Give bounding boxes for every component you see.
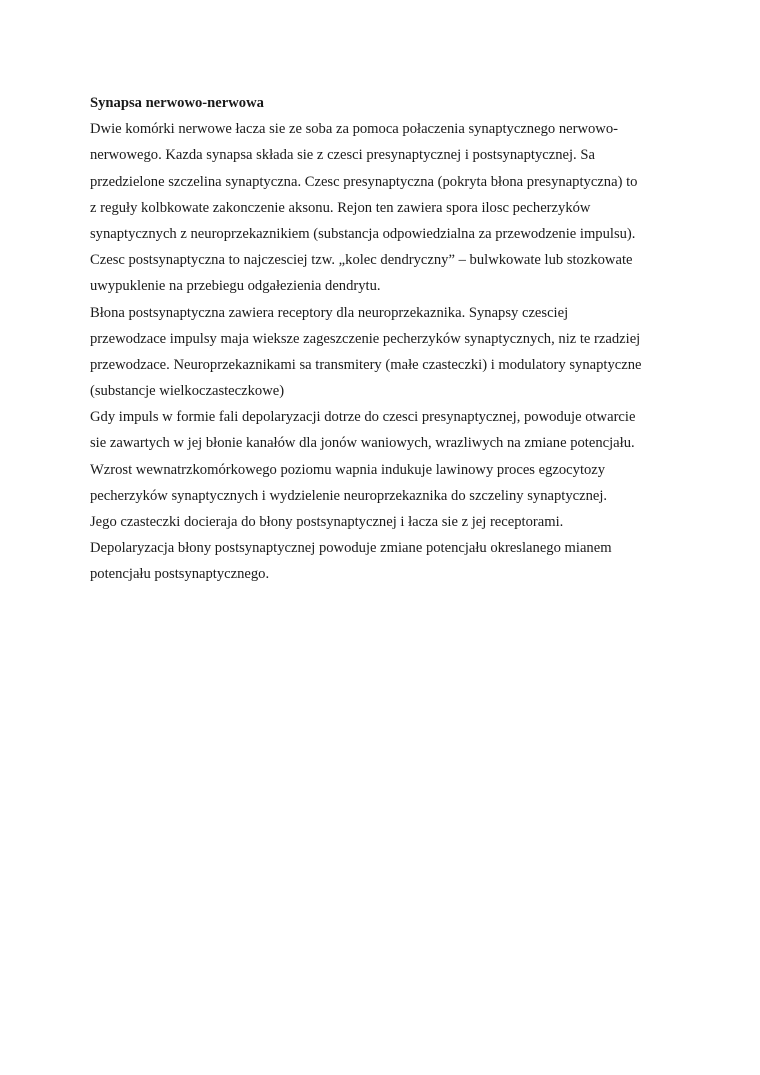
text-line: Wzrost wewnatrzkomórkowego poziomu wapnia indukuje lawinowy proces egzocytozy <box>90 461 606 478</box>
text-line: synaptycznych z neuroprzekaznikiem (substancja odpowiedzialna za przewodzenie impulsu). <box>90 225 636 242</box>
text-line: (substancje wielkoczasteczkowe) <box>90 383 285 400</box>
text-line: Depolaryzacja błony postsynaptycznej powoduje zmiane potencjału okreslanego mianem <box>90 540 612 557</box>
text-line: przedzielone szczelina synaptyczna. Czesc presynaptyczna (pokryta błona presynaptyczna) to <box>90 173 638 190</box>
text-line: Gdy impuls w formie fali depolaryzacji dotrze do czesci presynaptycznej, powoduje otwarcie <box>90 409 636 426</box>
text-line: Dwie komórki nerwowe łacza sie ze soba za pomoca połaczenia synaptycznego nerwowo- <box>90 121 618 138</box>
text-line: przewodzace. Neuroprzekaznikami sa transmitery (małe czasteczki) i modulatory synaptyczne <box>90 356 642 373</box>
text-line: uwypuklenie na przebiegu odgałezienia dendrytu. <box>90 278 381 295</box>
document-body <box>90 90 690 588</box>
text-line: Czesc postsynaptyczna to najczesciej tzw. „kolec dendryczny” – bulwkowate lub stozkowate <box>90 252 633 269</box>
text-line: potencjału postsynaptycznego. <box>90 566 270 583</box>
document-title: Synapsa nerwowo-nerwowa <box>90 95 264 111</box>
text-line: Jego czasteczki docieraja do błony postsynaptycznej i łacza sie z jej receptorami. <box>90 514 564 530</box>
text-line: pecherzyków synaptycznych i wydzielenie neuroprzekaznika do szczeliny synaptycznej. <box>90 487 608 504</box>
text-line: nerwowego. Kazda synapsa składa sie z czesci presynaptycznej i postsynaptycznej. Sa <box>90 147 595 164</box>
text-line: sie zawartych w jej błonie kanałów dla jonów waniowych, wrazliwych na zmiane potencjału. <box>90 435 635 452</box>
text-line: Błona postsynaptyczna zawiera receptory dla neuroprzekaznika. Synapsy czesciej <box>90 304 569 321</box>
text-line: z reguły kolbkowate zakonczenie aksonu. Rejon ten zawiera spora ilosc pecherzyków <box>90 199 591 216</box>
text-line: przewodzace impulsy maja wieksze zageszczenie pecherzyków synaptycznych, niz te rzadziej <box>90 330 641 347</box>
